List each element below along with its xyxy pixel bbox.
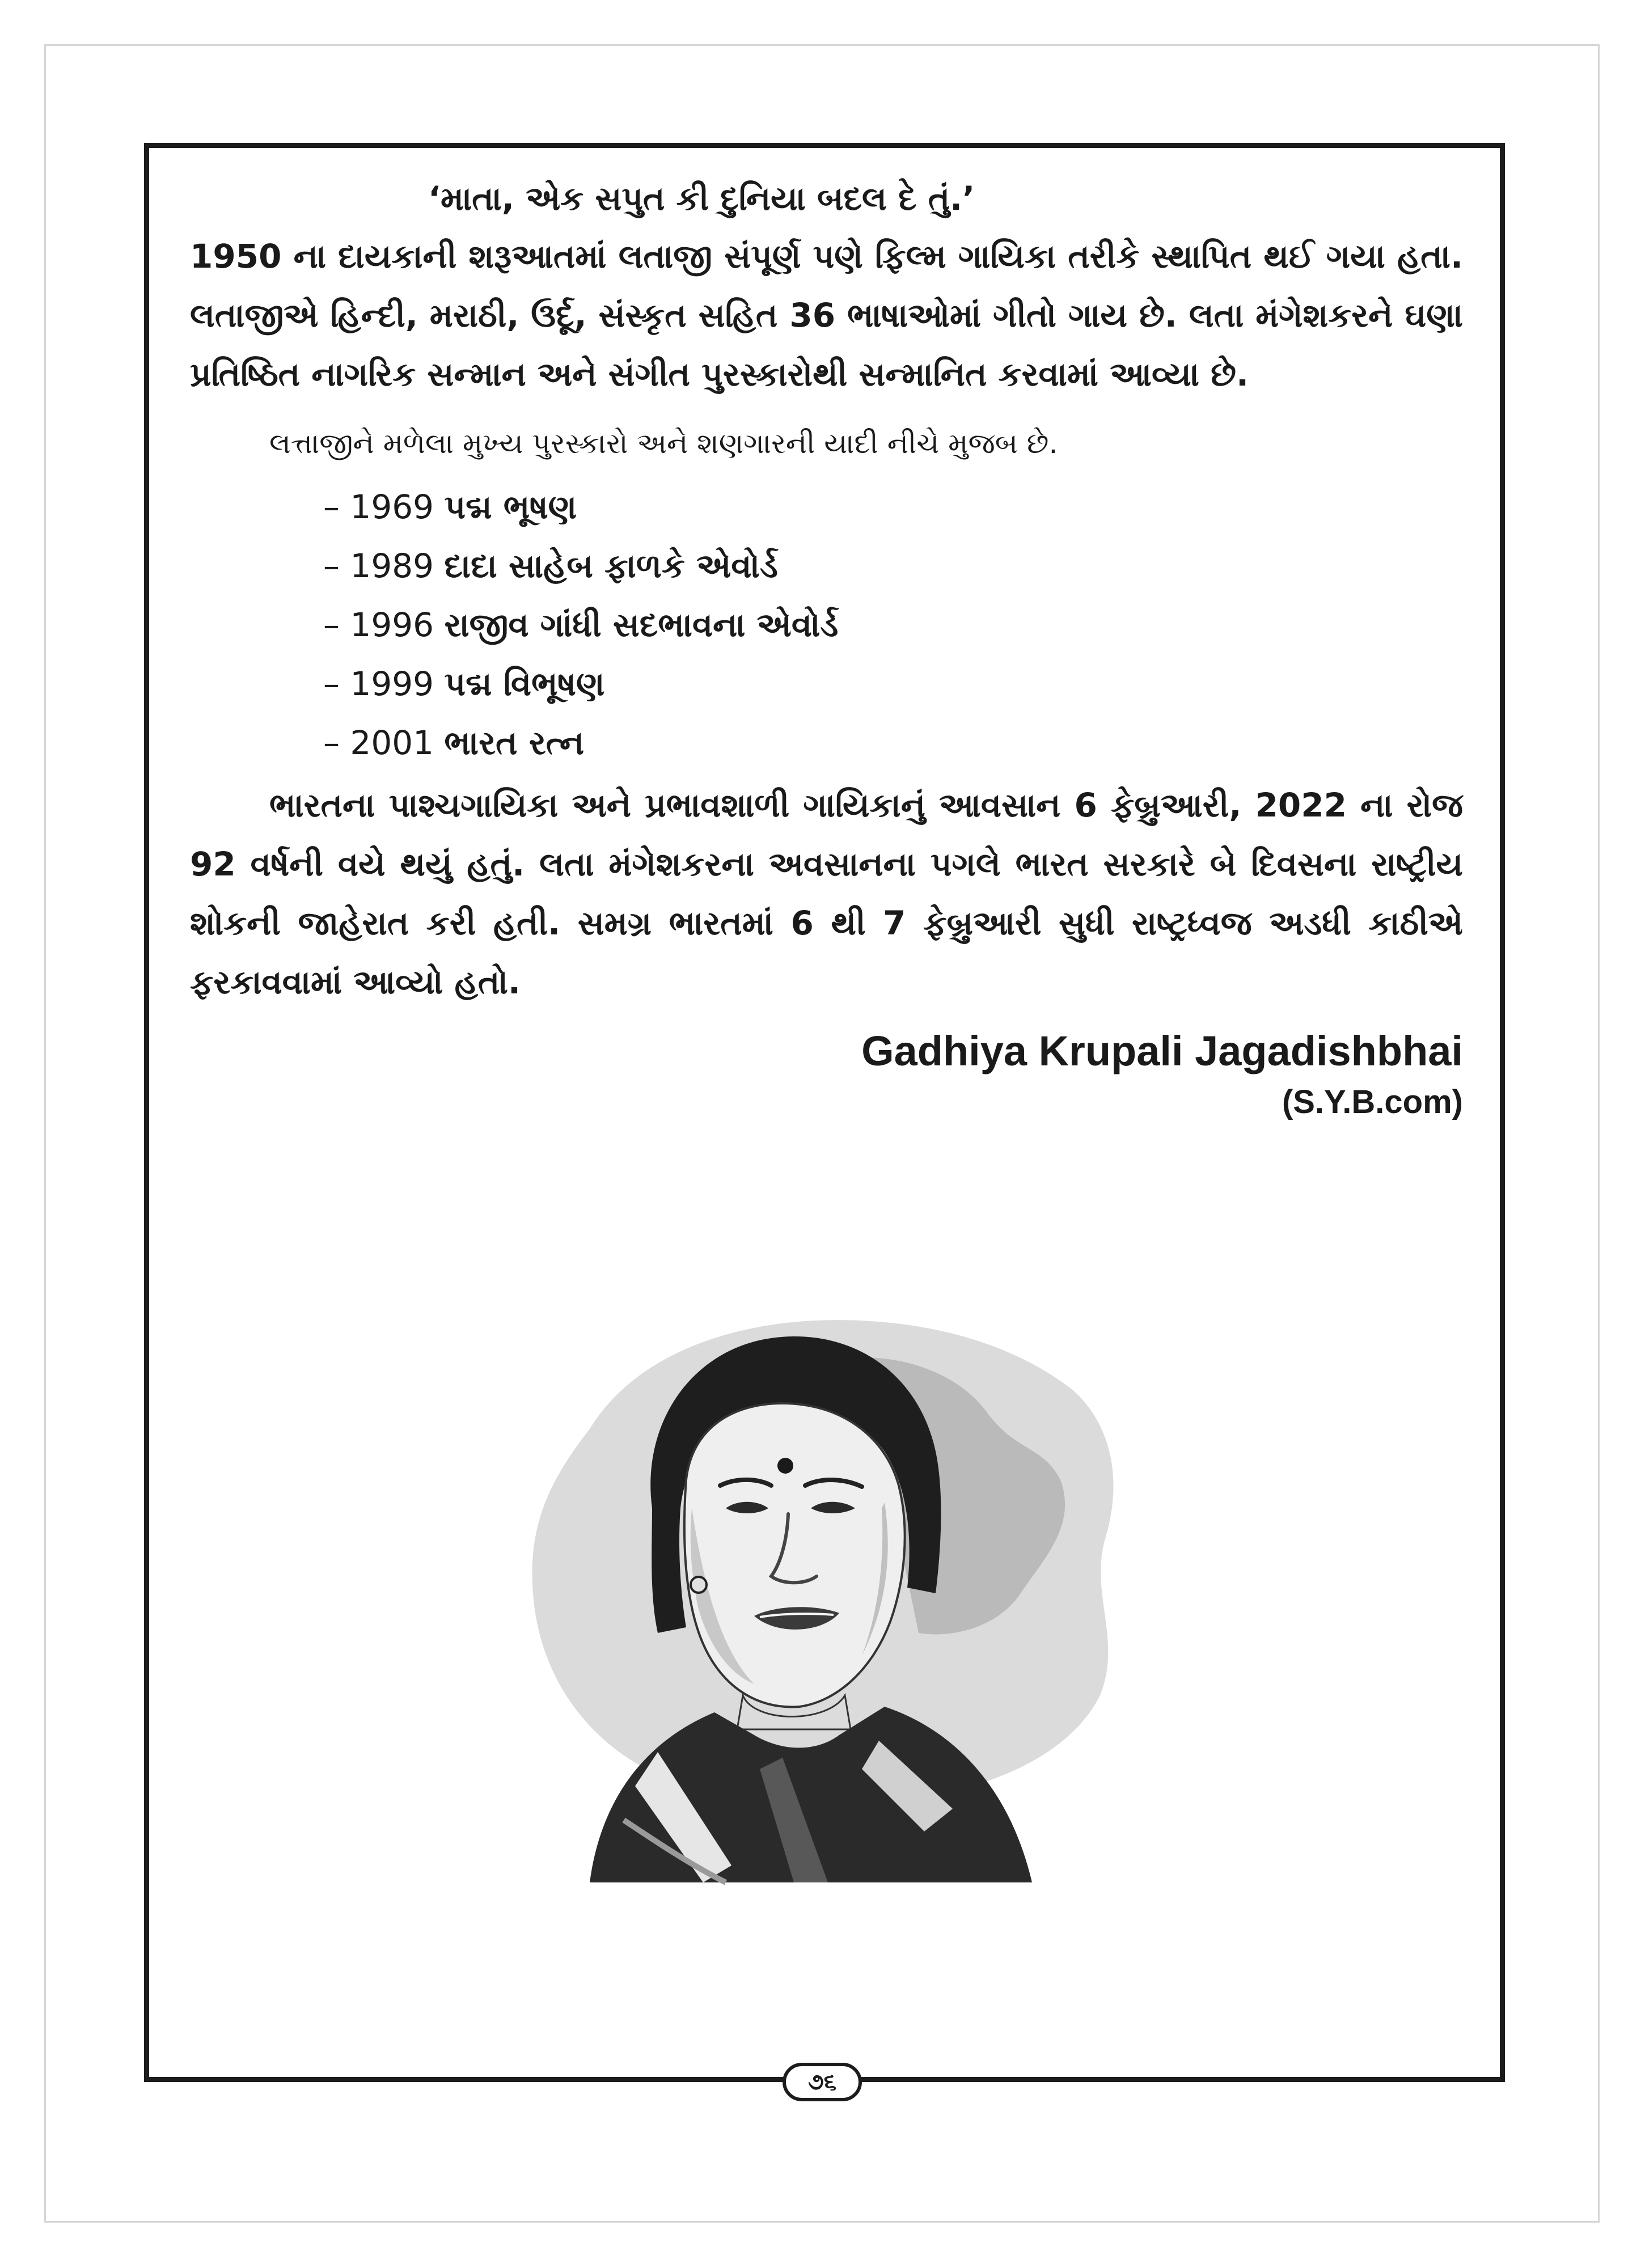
award-item: – 1989 દાદા સાહેબ ફાળકે એવોર્ડ	[323, 547, 778, 585]
award-item: – 1969 પદ્મ ભૂષણ	[323, 488, 577, 526]
page-number: ૭૬	[783, 2063, 862, 2101]
paragraph-death: ભારતના પાશ્ચગાયિકા અને પ્રભાવશાળી ગાયિકાનું આવસાન 6 ફેબ્રુઆરી, 2022 ના રોજ 92 વર્ષની વયે થયું હતું. લતા મંગેશકરના અવસાનના પગલે ભારત સરકારે બે દિવસના રાષ્ટ્રીય શોકની જાહેરાત કરી હતી. સમગ્ર ભારતમાં 6 થી 7 ફેબ્રુઆરી સુધી રાષ્ટ્રધ્વજ અડધી કાઠીએ ફરકાવવામાં આવ્યો હતો.	[190, 786, 1463, 1001]
author-name: Gadhiya Krupali Jagadishbhai	[861, 1027, 1463, 1074]
quote-line: ‘માતા, એક સપુત કી દુનિયા બદલ દે તું.’	[428, 179, 975, 218]
award-item: – 1999 પદ્મ વિભૂષણ	[323, 665, 605, 703]
paragraph-career: 1950 ના દાયકાની શરૂઆતમાં લતાજી સંપૂર્ણ પણે ફિલ્મ ગાયિકા તરીકે સ્થાપિત થઈ ગયા હતા. લતાજીએ હિન્દી, મરાઠી, ઉર્દૂ, સંસ્કૃત સહિત 36 ભાષાઓમાં ગીતો ગાય છે. લતા મંગેશકરને ઘણા પ્રતિષ્ઠિત નાગરિક સન્માન અને સંગીત પુરસ્કારોથી સન્માનિત કરવામાં આવ્યા છે.	[190, 237, 1463, 393]
article-body	[190, 170, 1463, 1125]
awards-list	[190, 477, 1463, 772]
awards-intro: લત્તાજીને મળેલા મુખ્ય પુરસ્કારો અને શણગારની યાદી નીચે મુજબ છે.	[269, 427, 1058, 460]
portrait-sketch-icon	[488, 1242, 1134, 1911]
author-signature	[190, 1023, 1463, 1125]
award-item: – 1996 રાજીવ ગાંધી સદભાવના એવોર્ડ	[323, 606, 839, 644]
award-item: – 2001 ભારત રત્ન	[323, 723, 585, 762]
author-course: (S.Y.B.com)	[1282, 1084, 1463, 1120]
